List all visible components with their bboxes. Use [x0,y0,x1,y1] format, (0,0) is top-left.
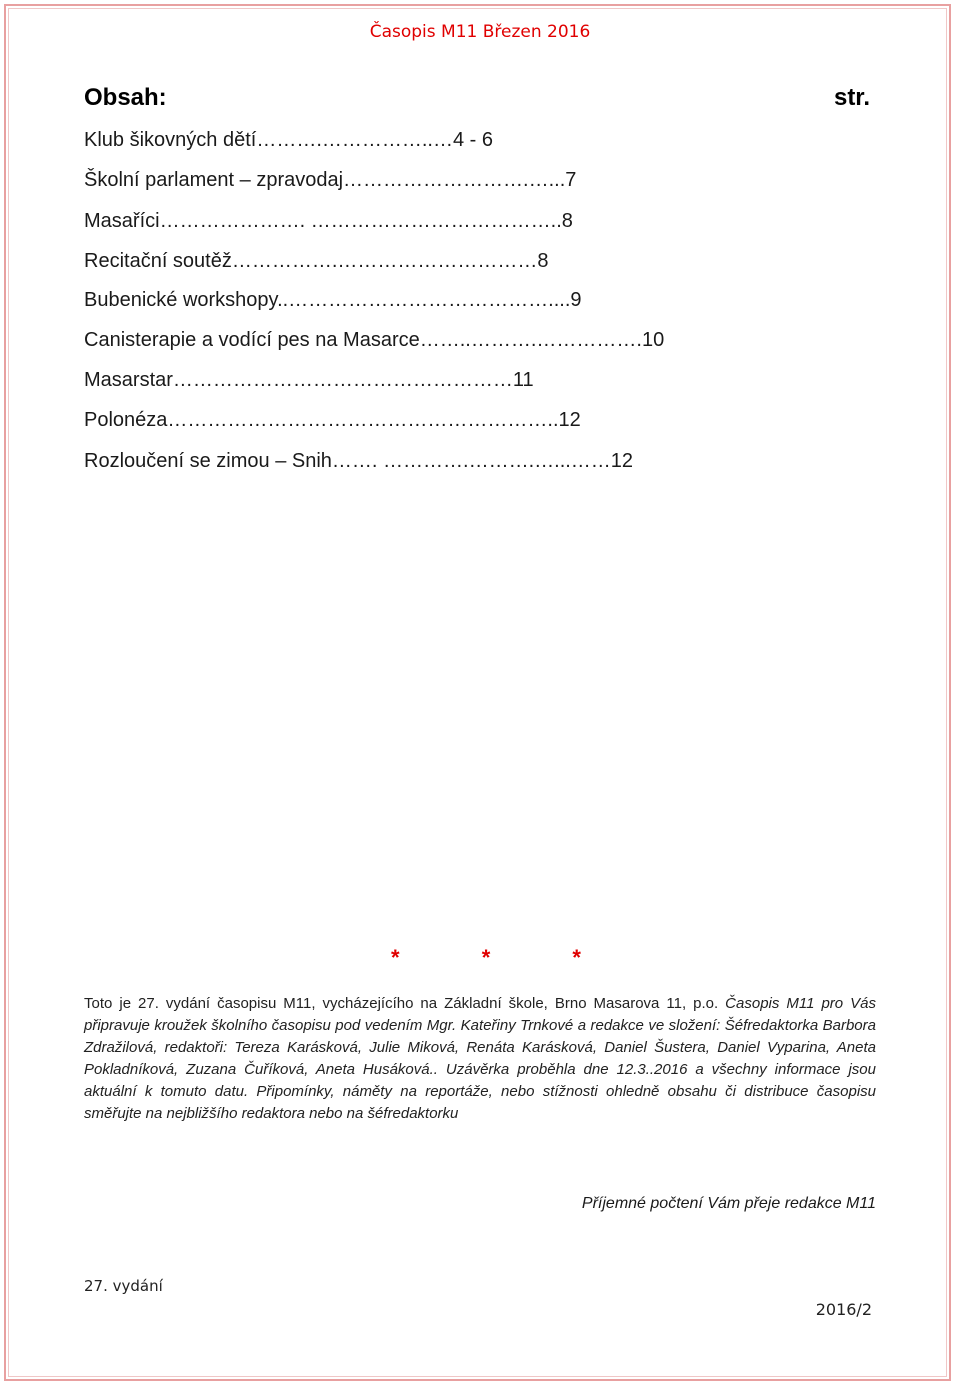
toc-entry: Klub šikovných dětí……….……………..…4 - 6 [84,129,494,151]
section-divider-stars: * * * [391,945,619,970]
footer-edition: 27. vydání [84,1277,163,1295]
toc-page-heading: str. [833,84,870,111]
footer-page-number: 2016/2 [815,1300,872,1319]
toc-entry: Masaříci…………………. ………………………………..8 [84,210,573,232]
colophon-paragraph [84,993,876,1125]
toc-heading: Obsah: [84,84,167,111]
signoff-text: Příjemné počtení Vám přeje redakce M11 [581,1195,876,1212]
toc-entry: Recitační soutěž…………….…………………………8 [84,250,549,272]
toc-entry: Masarstar……………………………………………11 [84,369,534,391]
toc-entry: Polonéza…………………………………………………..12 [84,409,581,431]
toc-entry: Canisterapie a vodící pes na Masarce……..……….…………….10 [84,329,665,351]
toc-entry: Bubenické workshopy..…………………………………....9 [84,289,582,311]
toc-entry: Rozloučení se zimou – Snih……. ………….……….…...……12 [84,450,634,472]
colophon-intro: Toto je 27. vydání časopisu M11, vycházejícího na Základní škole, Brno Masarova 11, p.o. [84,995,719,1012]
colophon-body: Časopis M11 pro Vás připravuje kroužek školního časopisu pod vedením Mgr. Kateřiny Trnkové a redakce ve složení: Šéfredaktorka Barbora Zdražilová, redaktoři: Tereza Karásková, Julie Miková, Renáta Karásková, Daniel Šustera, Daniel Vyparina, Aneta Pokladníková, Zuzana Čuříková, Aneta Husáková.. Uzávěrka proběhla dne 12.3..2016 a všechny informace jsou aktuální k tomuto datu. Připomínky, náměty na reportáže, nebo stížnosti ohledně obsahu či distribuce časopisu směřujte na nejbližšího redaktora nebo na šéfredaktorku [84,995,876,1122]
toc-entry: Školní parlament – zpravodaj……………………….…...7 [84,169,577,191]
page-header-title: Časopis M11 Březen 2016 [369,22,591,42]
